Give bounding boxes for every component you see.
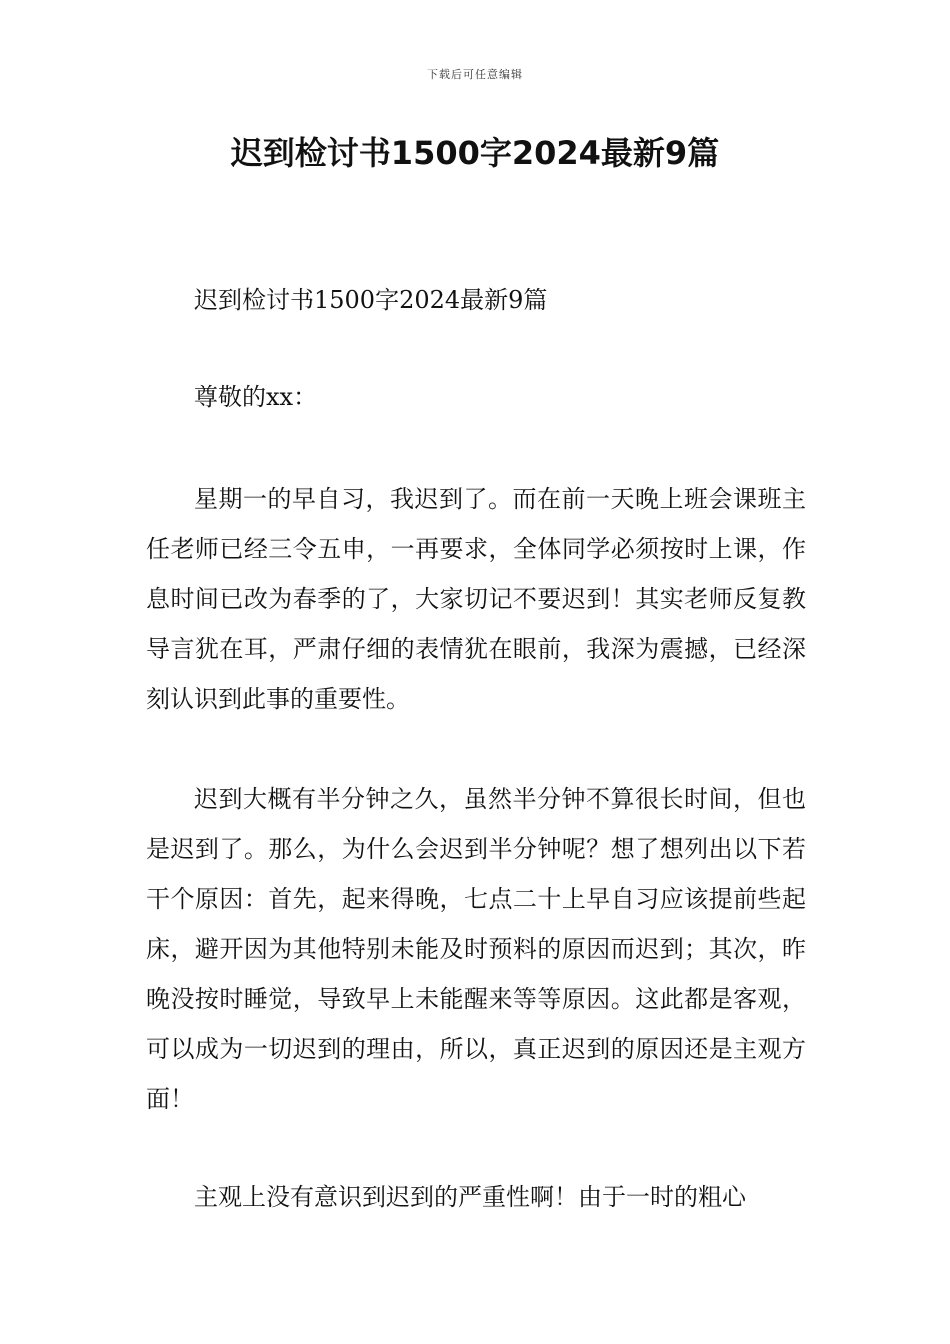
paragraph-text: 迟到大概有半分钟之久，虽然半分钟不算很长时间，但也是迟到了。那么，为什么会迟到半分钟呢？想了想列出以下若干个原因：首先，起来得晚，七点二十上早自习应该提前些起床，避开因为其他特别未能及时预料的原因而迟到；其次，昨晚没按时睡觉，导致早上未能醒来等等原因。这此都是客观，可以成为一切迟到的理由，所以，真正迟到的原因还是主观方面！ bbox=[146, 785, 806, 1113]
paragraph-text: 主观上没有意识到迟到的严重性啊！由于一时的粗心 bbox=[194, 1183, 746, 1211]
document-title: 迟到检讨书1500字2024最新9篇 bbox=[230, 134, 720, 172]
paragraph-3 bbox=[146, 1172, 806, 1222]
subtitle-text: 迟到检讨书1500字2024最新9篇 bbox=[194, 286, 548, 314]
paragraph-1 bbox=[146, 474, 806, 724]
header-note: 下载后可任意编辑 bbox=[427, 68, 523, 81]
salutation bbox=[146, 372, 806, 422]
paragraph-2 bbox=[146, 774, 806, 1124]
document-subtitle bbox=[146, 275, 806, 325]
paragraph-text: 星期一的早自习，我迟到了。而在前一天晚上班会课班主任老师已经三令五申，一再要求，全体同学必须按时上课，作息时间已改为春季的了，大家切记不要迟到！其实老师反复教导言犹在耳，严肃仔细的表情犹在眼前，我深为震撼，已经深刻认识到此事的重要性。 bbox=[146, 485, 806, 713]
salutation-text: 尊敬的xx： bbox=[194, 383, 318, 411]
